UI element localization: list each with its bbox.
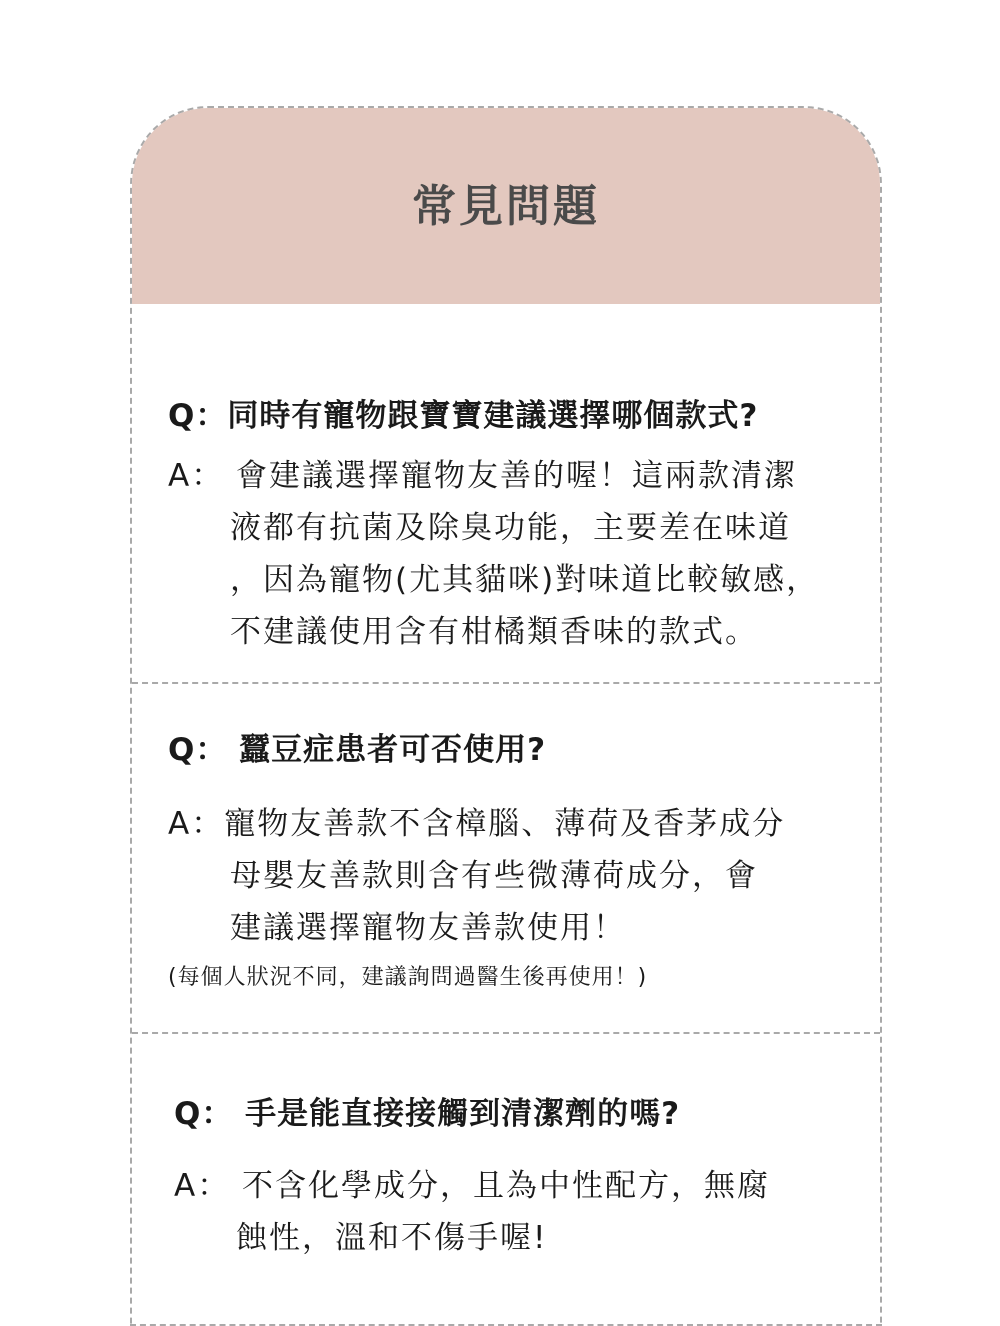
faq-divider-1: [132, 682, 880, 684]
faq-header: [132, 108, 880, 304]
faq-answer-1-line-2: 液都有抗菌及除臭功能，主要差在味道: [230, 510, 791, 546]
faq-answer-1-line-3: ，因為寵物(尤其貓咪)對味道比較敏感，: [230, 562, 820, 598]
faq-answer-2-line-1: A：寵物友善款不含樟腦、薄荷及香茅成分: [168, 806, 786, 842]
faq-question-2: Q： 蠶豆症患者可否使用?: [168, 732, 547, 768]
faq-note-2: (每個人狀況不同，建議詢問過醫生後再使用！): [168, 965, 648, 990]
faq-answer-1-line-1: A： 會建議選擇寵物友善的喔！這兩款清潔: [168, 458, 798, 494]
faq-answer-3-line-1: A： 不含化學成分，且為中性配方，無腐: [174, 1168, 771, 1204]
faq-card: [130, 106, 882, 1326]
faq-question-1: Q：同時有寵物跟寶寶建議選擇哪個款式?: [168, 398, 759, 434]
faq-answer-2-line-2: 母嬰友善款則含有些微薄荷成分，會: [230, 858, 758, 894]
faq-answer-3-line-2: 蝕性，溫和不傷手喔!: [236, 1220, 548, 1256]
faq-question-3: Q： 手是能直接接觸到清潔劑的嗎?: [174, 1096, 681, 1132]
faq-answer-1-line-4: 不建議使用含有柑橘類香味的款式。: [230, 614, 758, 650]
faq-divider-2: [132, 1032, 880, 1034]
faq-answer-2-line-3: 建議選擇寵物友善款使用！: [230, 910, 626, 946]
page-title: 常見問題: [412, 181, 600, 232]
